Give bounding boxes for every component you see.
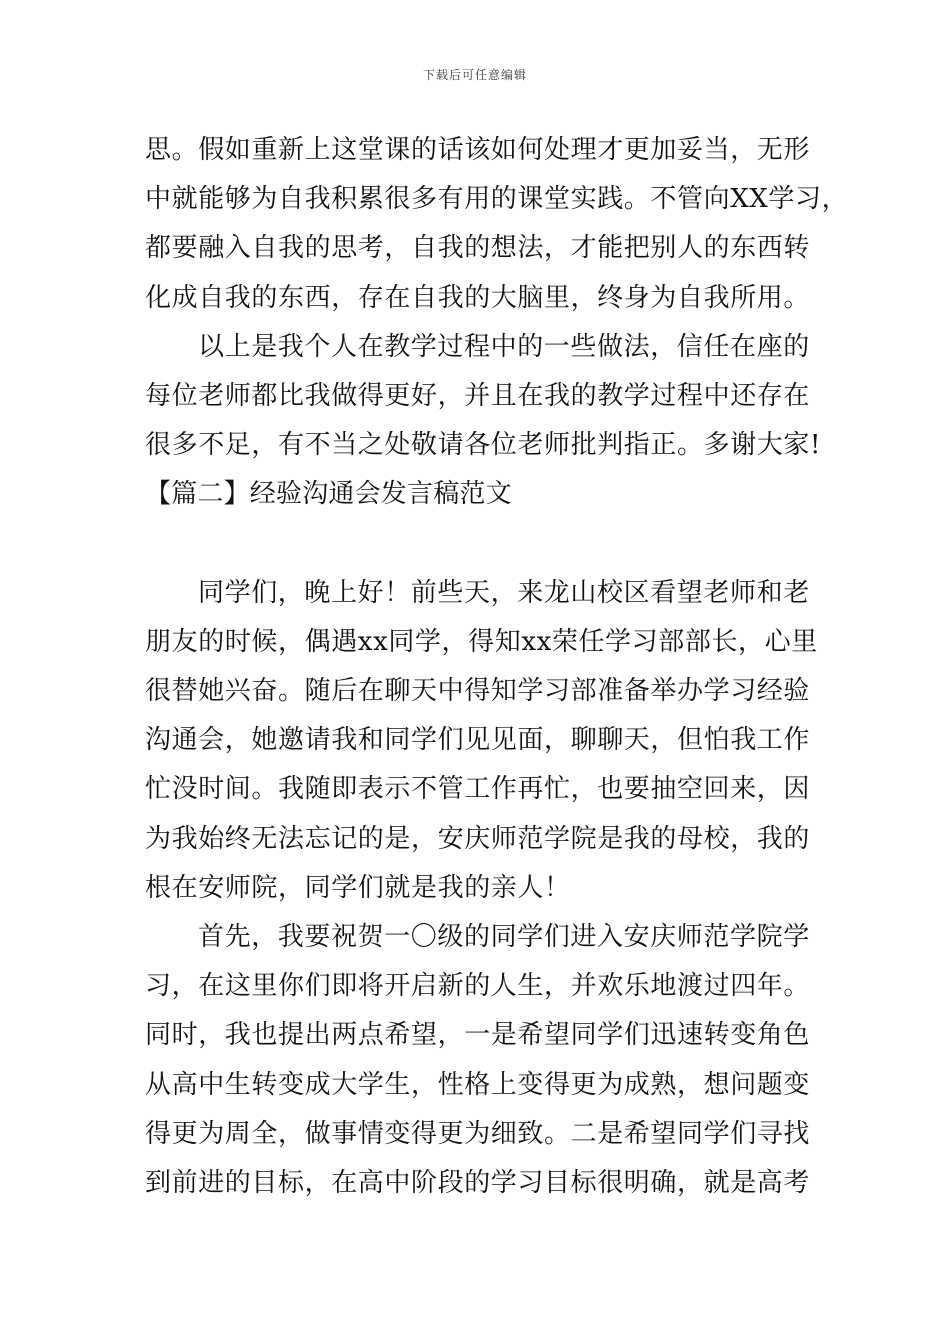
paragraph-start-line: 以上是我个人在教学过程中的一些做法，信任在座的	[198, 331, 810, 362]
page-header: 下载后可任意编辑	[422, 68, 527, 82]
text-line: 沟通会，她邀请我和同学们见见面，聊聊天，但怕我工作	[145, 725, 811, 756]
text-line: 中就能够为自我积累很多有用的课堂实践。不管向XX学习，	[145, 184, 849, 215]
text-line: 根在安师院，同学们就是我的亲人！	[145, 872, 571, 903]
paragraph-start-line: 同学们，晚上好！前些天，来龙山校区看望老师和老	[198, 577, 810, 608]
text-line: 忙没时间。我随即表示不管工作再忙，也要抽空回来，因	[145, 774, 811, 805]
text-line: 同时，我也提出两点希望，一是希望同学们迅速转变角色	[145, 1020, 811, 1051]
text-line: 很替她兴奋。随后在聊天中得知学习部准备举办学习经验	[145, 676, 811, 707]
text-line: 习，在这里你们即将开启新的人生，并欢乐地渡过四年。	[145, 971, 811, 1002]
text-line: 思。假如重新上这堂课的话该如何处理才更加妥当，无形	[145, 135, 811, 165]
text-line: 化成自我的东西，存在自我的大脑里，终身为自我所用。	[145, 282, 811, 313]
text-line: 朋友的时候，偶遇xx同学，得知xx荣任学习部部长，心里	[145, 626, 818, 657]
document-body	[145, 126, 849, 1208]
paragraph-start-line: 首先，我要祝贺一〇级的同学们进入安庆师范学院学	[198, 922, 810, 952]
section-heading: 【篇二】经验沟通会发言稿范文	[145, 479, 512, 510]
text-line: 都要融入自我的思考，自我的想法，才能把别人的东西转	[145, 233, 811, 264]
text-line: 为我始终无法忘记的是，安庆师范学院是我的母校，我的	[145, 823, 811, 854]
blank-line	[145, 520, 817, 569]
text-line: 到前进的目标，在高中阶段的学习目标很明确，就是高考	[145, 1167, 811, 1198]
text-line: 每位老师都比我做得更好，并且在我的教学过程中还存在	[145, 380, 811, 411]
text-line: 得更为周全，做事情变得更为细致。二是希望同学们寻找	[145, 1118, 811, 1149]
text-line: 从高中生转变成大学生，性格上变得更为成熟，想问题变	[145, 1069, 811, 1100]
text-line: 很多不足，有不当之处敬请各位老师批判指正。多谢大家!	[145, 430, 822, 461]
